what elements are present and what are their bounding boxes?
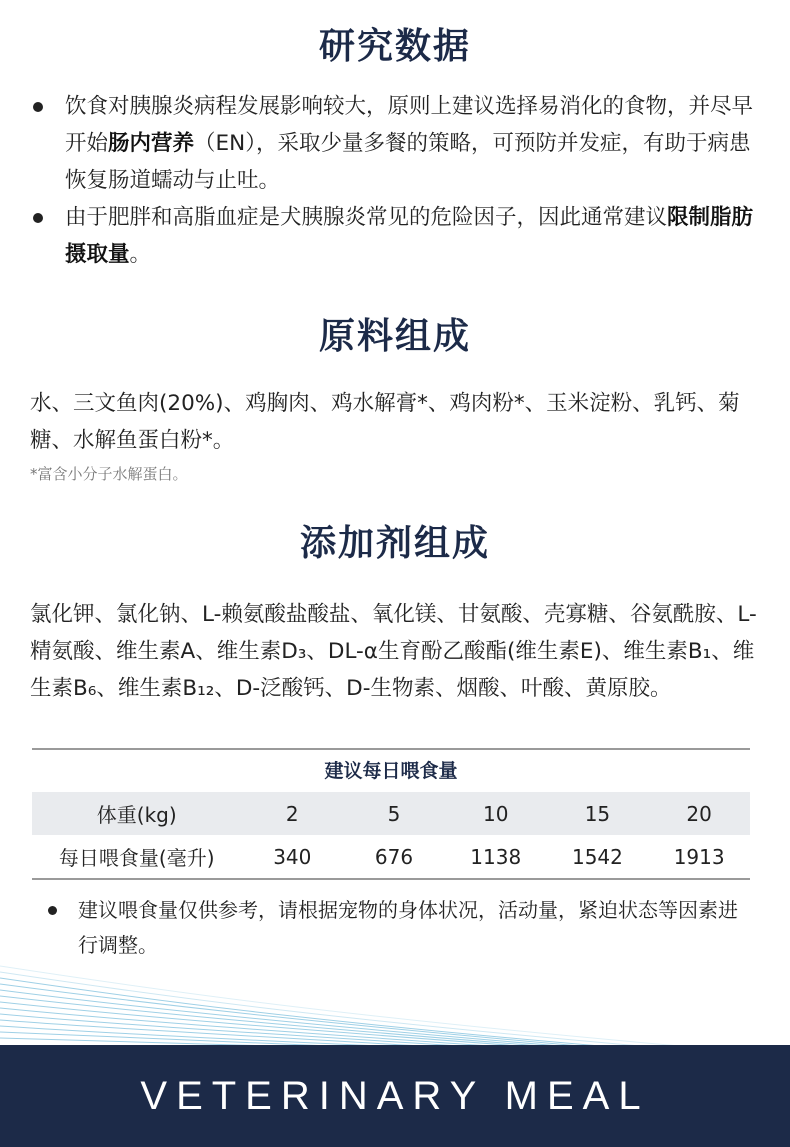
- bullet-dot-icon: [33, 213, 43, 223]
- research-bullet-2: [30, 199, 765, 273]
- note-bullet: [45, 893, 745, 963]
- bullet-text: 饮食对胰腺炎病程发展影响较大，原则上建议选择易消化的食物，并尽早开始: [65, 94, 754, 156]
- bullet-text: （EN），采取少量多餐的策略，可预防并发症，有助于病患恢复肠道蠕动与止吐。: [65, 131, 751, 193]
- amount-cell: 676: [374, 844, 414, 869]
- table-title: 建议每日喂食量: [324, 760, 458, 782]
- amount-cell: 1542: [571, 844, 623, 869]
- amount-label: 每日喂食量(毫升): [58, 846, 215, 870]
- ingredients-text: 水、三文鱼肉(20%)、鸡胸肉、鸡水解膏*、鸡肉粉*、玉米淀粉、乳钙、菊糖、水解鱼蛋白粉*。: [30, 391, 740, 453]
- bullet-dot-icon: [33, 102, 43, 112]
- bullet-bold: 限制脂肪摄取量: [65, 205, 754, 267]
- research-list: [30, 88, 765, 273]
- ingredients-footnote: *富含小分子水解蛋白。: [30, 465, 188, 483]
- amount-row: [32, 835, 750, 878]
- weight-row: [32, 792, 750, 835]
- additives-title: 添加剂组成: [299, 523, 490, 564]
- additives-text: 氯化钾、氯化钠、L-赖氨酸盐酸盐、氧化镁、甘氨酸、壳寡糖、谷氨酰胺、L-精氨酸、维生素A、维生素D₃、DL-α生育酚乙酸酯(维生素E)、维生素B₁、维生素B₆、维生素B₁₂、D-泛酸钙、D-生物素、烟酸、叶酸、黄原胶。: [30, 602, 757, 701]
- bullet-dot-icon: [48, 906, 57, 915]
- table-bottom-rule: [32, 878, 750, 880]
- ingredients-title: 原料组成: [318, 316, 471, 357]
- amount-cell: 1138: [470, 844, 522, 869]
- weight-cell: 20: [686, 801, 712, 826]
- amount-cell: 340: [273, 844, 312, 869]
- note-text: 建议喂食量仅供参考，请根据宠物的身体状况，活动量，紧迫状态等因素进行调整。: [78, 898, 738, 957]
- amount-cell: 1913: [673, 844, 725, 869]
- weight-cell: 2: [285, 801, 299, 826]
- bullet-text: 。: [129, 242, 152, 267]
- feeding-table: [32, 748, 750, 880]
- weight-cell: 5: [387, 801, 401, 826]
- footer-banner: [0, 1045, 790, 1147]
- research-bullet-1: [30, 88, 765, 199]
- weight-cell: 15: [584, 801, 611, 826]
- bullet-bold: 肠内营养: [108, 131, 195, 156]
- wave-decoration: [0, 960, 790, 1046]
- bullet-text: 由于肥胖和高脂血症是犬胰腺炎常见的危险因子，因此通常建议: [65, 205, 668, 230]
- research-title: 研究数据: [318, 26, 471, 67]
- feeding-note: [45, 893, 745, 963]
- weight-cell: 10: [482, 801, 509, 826]
- weight-label: 体重(kg): [96, 803, 177, 827]
- brand-logo-text: VETERINARY MEAL: [140, 1074, 650, 1118]
